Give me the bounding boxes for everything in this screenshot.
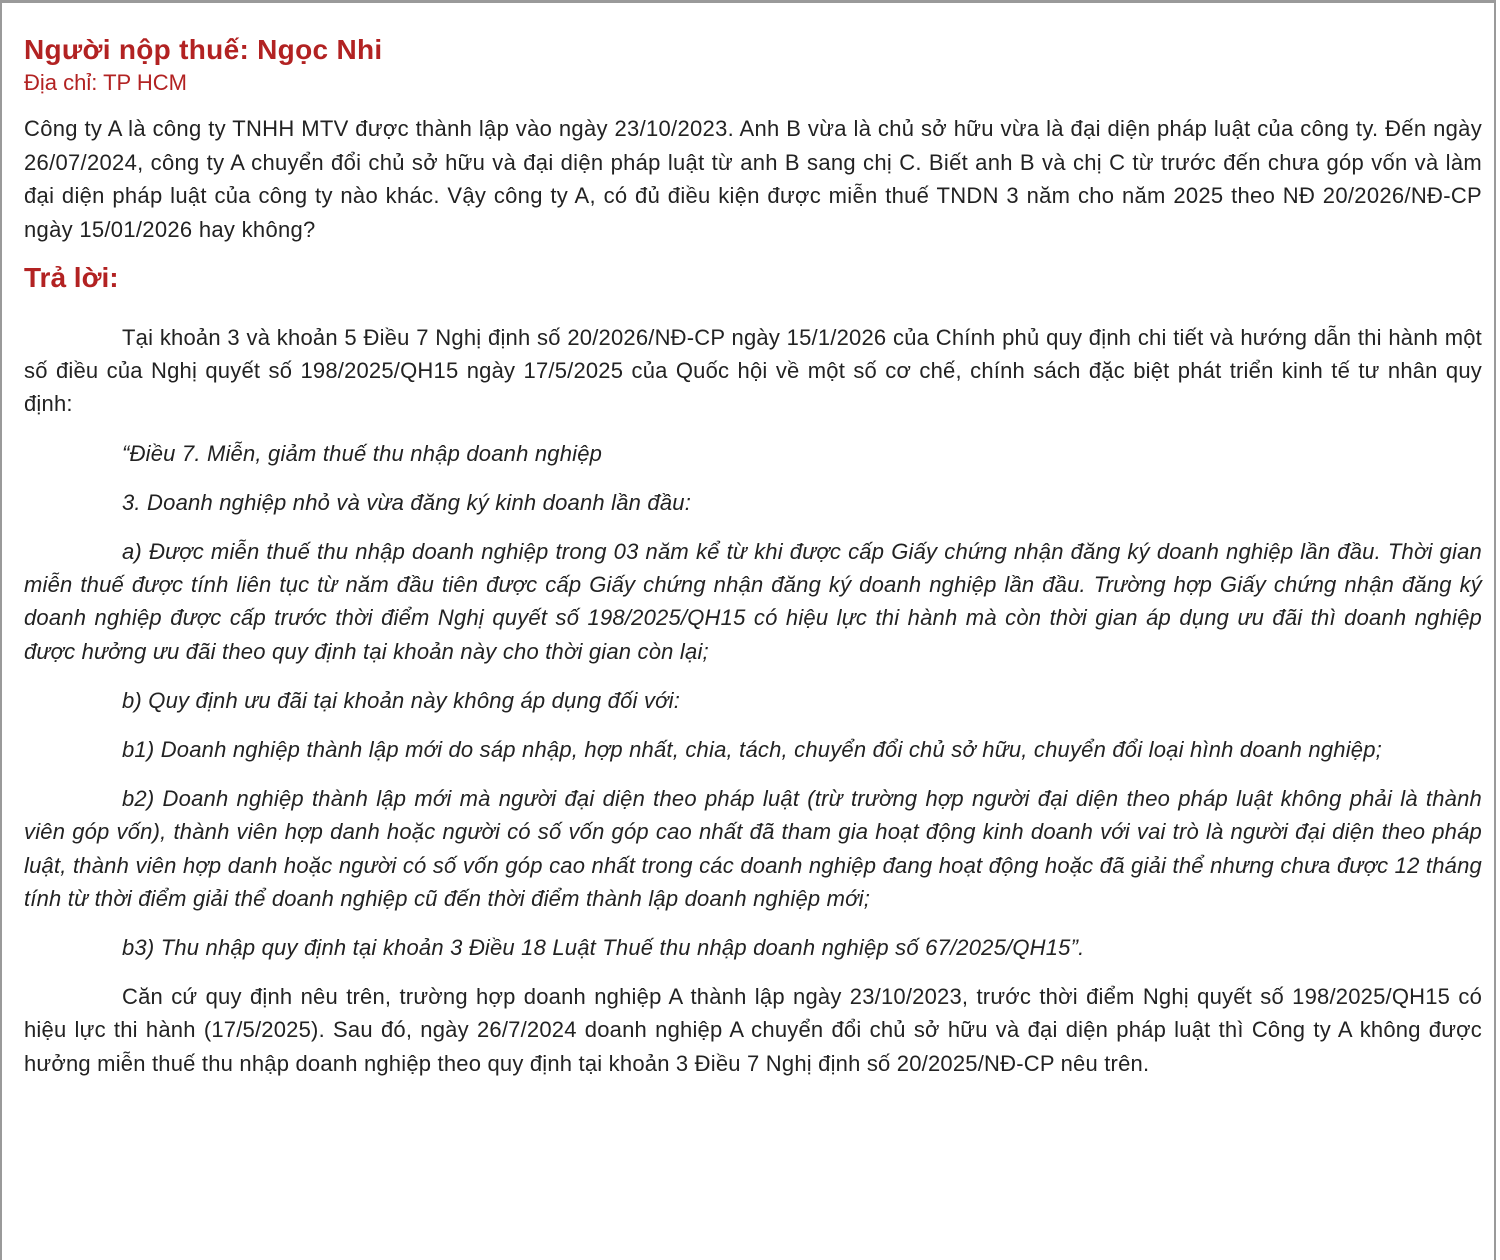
taxpayer-address: Địa chỉ: TP HCM	[24, 70, 188, 95]
quote-point-a: a) Được miễn thuế thu nhập doanh nghiệp trong 03 năm kể từ khi được cấp Giấy chứng nhận đăng ký doanh nghiệp lần đầu. Thời gian miễn thuế được tính liên tục từ năm đầu tiên được cấp Giấy chứng nhận đăng ký doanh nghiệp lần đầu. Trường hợp Giấy chứng nhận đăng ký doanh nghiệp được cấp trước thời điểm Nghị quyết số 198/2025/QH15 có hiệu lực thi hành mà còn thời gian áp dụng ưu đãi thì doanh nghiệp được hưởng ưu đãi theo quy định tại khoản này cho thời gian còn lại;	[24, 539, 1482, 664]
quote-clause-3: 3. Doanh nghiệp nhỏ và vừa đăng ký kinh doanh lần đầu:	[122, 489, 692, 515]
quote-article-title: “Điều 7. Miễn, giảm thuế thu nhập doanh nghiệp	[122, 440, 603, 466]
answer-heading: Trả lời:	[24, 262, 119, 293]
answer-section	[24, 321, 1482, 1080]
quote-point-b: b) Quy định ưu đãi tại khoản này không áp dụng đối với:	[122, 687, 681, 713]
quote-point-b2: b2) Doanh nghiệp thành lập mới mà người đại diện theo pháp luật (trừ trường hợp người đại diện theo pháp luật không phải là thành viên góp vốn), thành viên hợp danh hoặc người có số vốn góp cao nhất đã tham gia hoạt động kinh doanh với vai trò là người đại diện theo pháp luật, thành viên hợp danh hoặc người có số vốn góp cao nhất trong các doanh nghiệp đang hoạt động hoặc đã giải thể nhưng chưa được 12 tháng tính từ thời điểm giải thể doanh nghiệp cũ đến thời điểm thành lập doanh nghiệp mới;	[24, 786, 1482, 911]
taxpayer-name: Người nộp thuế: Ngọc Nhi	[24, 34, 383, 65]
document-body	[24, 32, 1482, 1096]
answer-conclusion: Căn cứ quy định nêu trên, trường hợp doanh nghiệp A thành lập ngày 23/10/2023, trước thời điểm Nghị quyết số 198/2025/QH15 có hiệu lực thi hành (17/5/2025). Sau đó, ngày 26/7/2024 doanh nghiệp A chuyển đổi chủ sở hữu và đại diện pháp luật thì Công ty A không được hưởng miễn thuế thu nhập doanh nghiệp theo quy định tại khoản 3 Điều 7 Nghị định số 20/2025/NĐ-CP nêu trên.	[24, 984, 1482, 1076]
question-text: Công ty A là công ty TNHH MTV được thành lập vào ngày 23/10/2023. Anh B vừa là chủ sở hữu vừa là đại diện pháp luật của công ty. Đến ngày 26/07/2024, công ty A chuyển đổi chủ sở hữu và đại diện pháp luật từ anh B sang chị C. Biết anh B và chị C từ trước đến chưa góp vốn và làm đại diện pháp luật của công ty nào khác. Vậy công ty A, có đủ điều kiện được miễn thuế TNDN 3 năm cho năm 2025 theo NĐ 20/2026/NĐ-CP ngày 15/01/2026 hay không?	[24, 116, 1482, 242]
quote-point-b1: b1) Doanh nghiệp thành lập mới do sáp nhập, hợp nhất, chia, tách, chuyển đổi chủ sở hữu, chuyển đổi loại hình doanh nghiệp;	[122, 737, 1382, 763]
answer-intro: Tại khoản 3 và khoản 5 Điều 7 Nghị định số 20/2026/NĐ-CP ngày 15/1/2026 của Chính phủ quy định chi tiết và hướng dẫn thi hành một số điều của Nghị quyết số 198/2025/QH15 ngày 17/5/2025 của Quốc hội về một số cơ chế, chính sách đặc biệt phát triển kinh tế tư nhân quy định:	[24, 325, 1482, 417]
quote-point-b3: b3) Thu nhập quy định tại khoản 3 Điều 18 Luật Thuế thu nhập doanh nghiệp số 67/2025/QH15”.	[122, 935, 1085, 961]
